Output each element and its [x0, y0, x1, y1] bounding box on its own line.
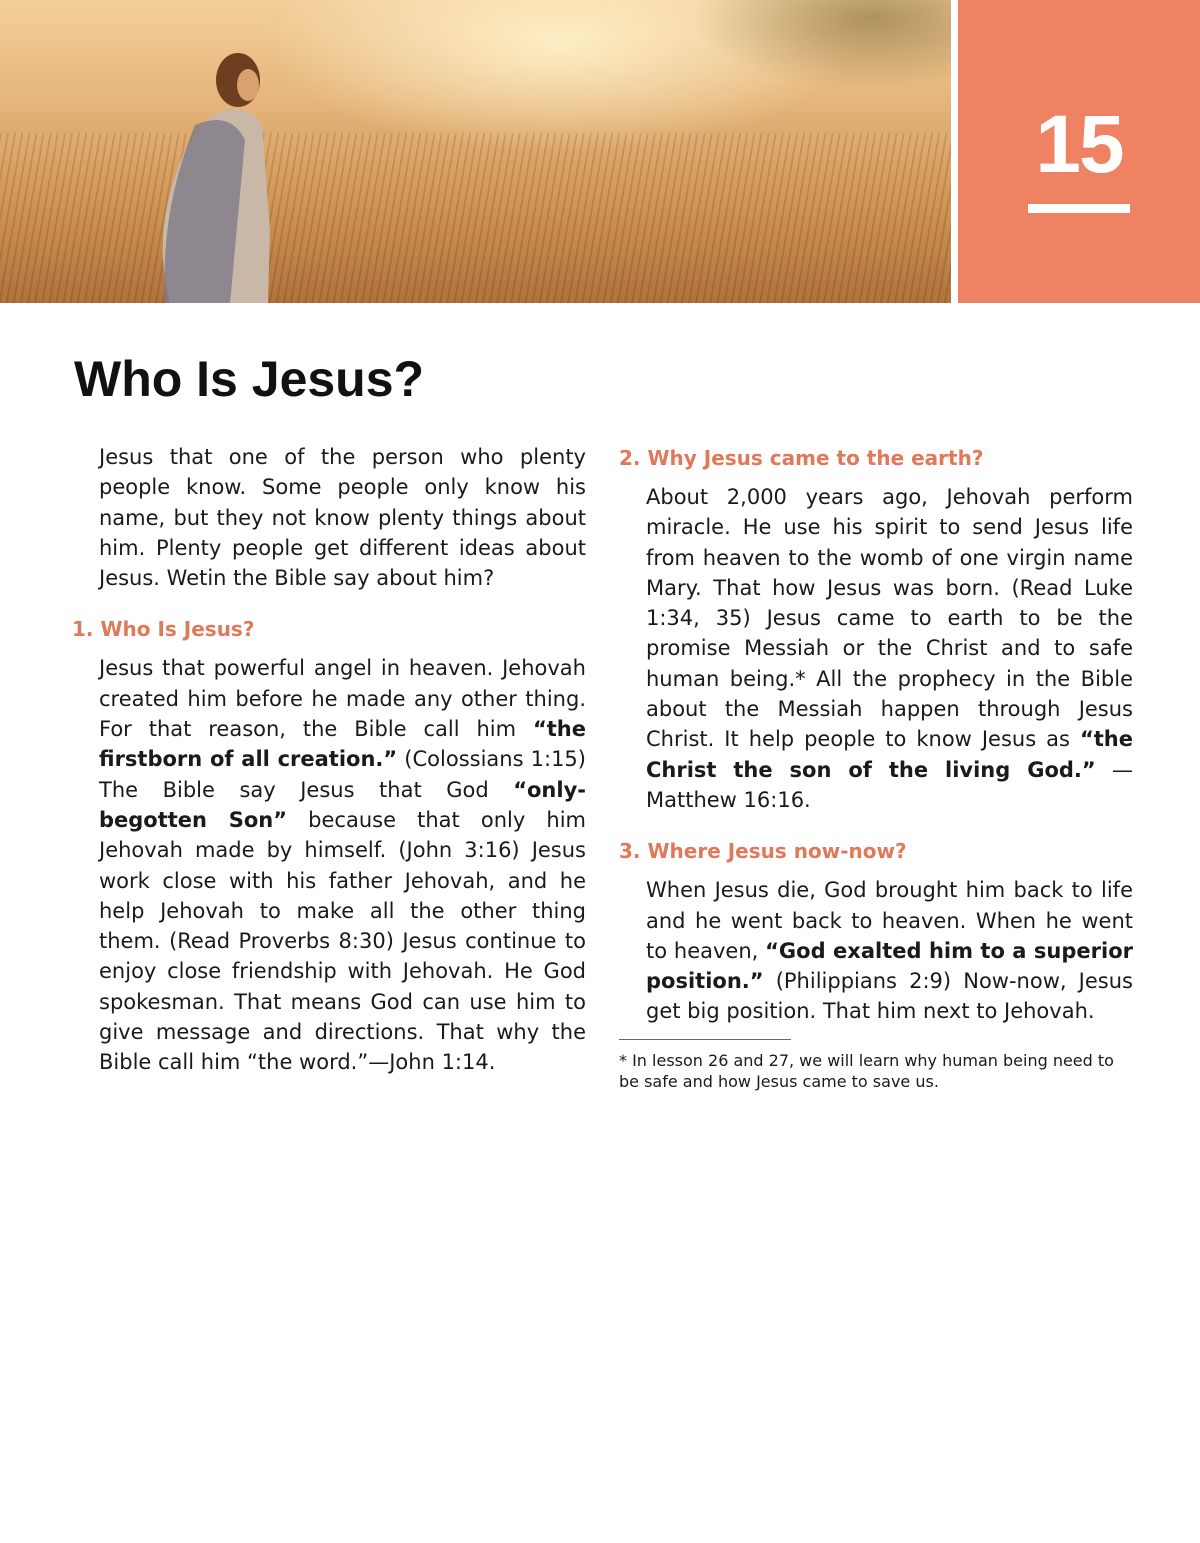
text: —Matthew 16:16. [646, 757, 1133, 812]
footnote: * In lesson 26 and 27, we will learn why human being need to be safe and how Jesus came to save us. [619, 1050, 1114, 1091]
lesson-number: 15 [1035, 99, 1123, 190]
page-title: Who Is Jesus? [74, 351, 425, 407]
bold-quote: “the Christ the son of the living God.” [646, 727, 1133, 782]
left-column [72, 442, 586, 1078]
section-3-paragraph [646, 875, 1133, 1026]
jesus-figure-illustration [150, 30, 280, 303]
bold-quote: “the firstborn of all creation.” [99, 717, 586, 772]
text: About 2,000 years ago, Jehovah perform miracle. He use his spirit to send Jesus life from heaven to the womb of one virgin name Mary. That how Jesus was born. (Read Luke 1:34, 35) Jesus came to earth to be the promise Messiah or the Christ and to safe human being.* All the prophecy in the Bible about the Messiah happen through Jesus Christ. It help people to know Jesus as [646, 485, 1133, 752]
text: When Jesus die, God brought him back to life and he went back to heaven. When he went to heaven, [646, 878, 1133, 963]
intro-paragraph [99, 442, 586, 593]
intro-text: Jesus that one of the person who plenty people know. Some people only know his name, but they not know plenty things about him. Plenty people get different ideas about Jesus. Wetin the Bible say about him? [99, 445, 586, 591]
hero-image [0, 0, 951, 303]
section-heading-1: 1. Who Is Jesus? [72, 617, 255, 642]
section-heading-2: 2. Why Jesus came to the earth? [619, 446, 984, 470]
footnote-divider [619, 1039, 791, 1040]
section-1-paragraph [99, 653, 586, 1077]
text: because that only him Jehovah made by himself. (John 3:16) Jesus work close with his father Jehovah, and he help Jehovah to make all the other thing them. (Read Proverbs 8:30) Jesus continue to enjoy close friendship with Jehovah. He God spokesman. That means God can use him to give message and directions. That why the Bible call him “the word.”—John 1:14. [99, 807, 587, 1075]
section-heading-3: 3. Where Jesus now-now? [619, 839, 907, 864]
text: Jesus that powerful angel in heaven. Jehovah created him before he made any other thing. For that reason, the Bible call him [99, 656, 586, 742]
grass-field [0, 133, 951, 303]
trees [691, 0, 951, 90]
right-column [619, 442, 1133, 1092]
lesson-number-underline [1028, 204, 1130, 213]
bold-quote: “only-begotten Son” [99, 777, 586, 832]
bold-quote: “God exalted him to a superior position.” [646, 938, 1133, 994]
section-2-paragraph [646, 482, 1133, 815]
text: (Philippians 2:9) Now-now, Jesus get big position. That him next to Jehovah. [646, 969, 1133, 1024]
text: (Colossians 1:15) The Bible say Jesus that God [99, 747, 586, 802]
lesson-number-box [958, 0, 1200, 303]
